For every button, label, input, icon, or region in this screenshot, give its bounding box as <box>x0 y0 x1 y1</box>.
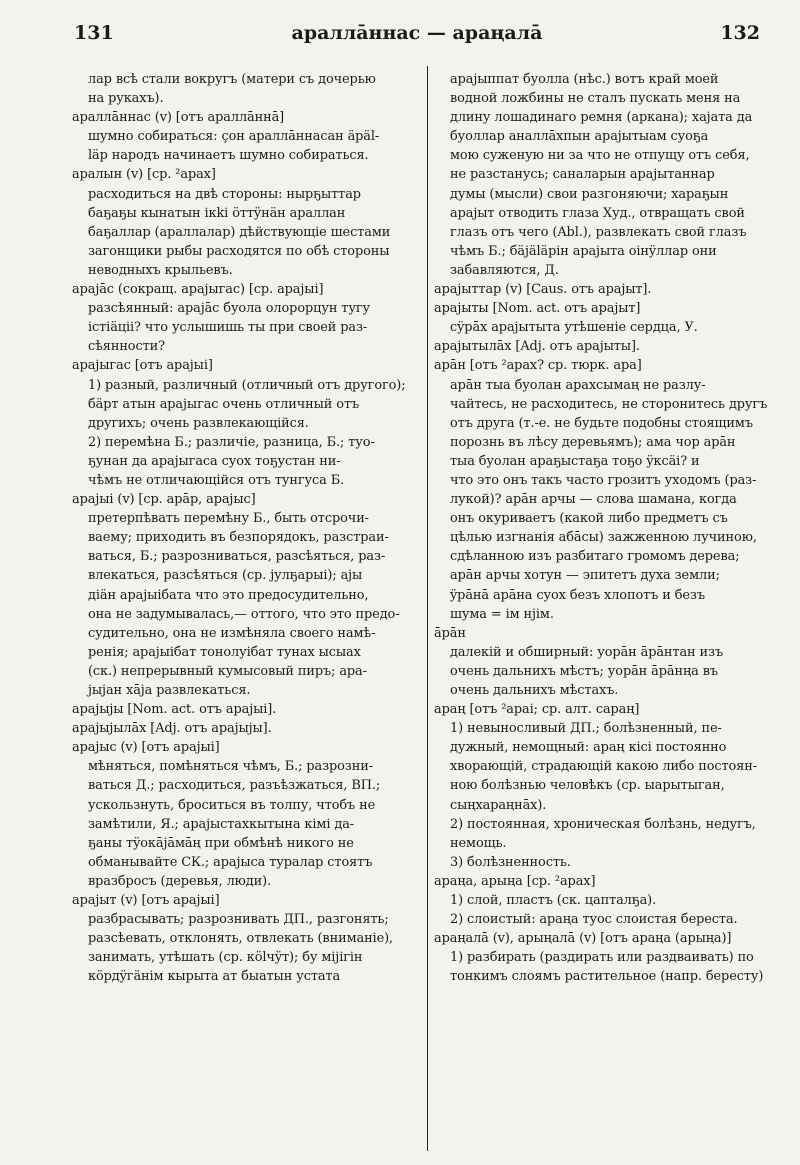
entry-text-line: хворающій, страдающій какою либо постоян- <box>450 759 757 775</box>
entry-text-line: 1) разбирать (раздирать или раздваивать) по <box>450 950 754 966</box>
entry-text-line: чайтесь, не расходитесь, не сторонитесь другъ <box>450 396 768 412</box>
entry-headline: араjытылāх [Adj. отъ араjыты]. <box>434 339 640 355</box>
entry-text-line: забавляются, Д. <box>450 262 559 278</box>
entry-text-line: далекій и обширный: уорāн āрāнтан изъ <box>450 644 724 660</box>
entry-text-line: глазъ отъ чего (Abl.), развлекать свой глазъ <box>450 224 747 240</box>
entry-text-line: другихъ; очень развлекающійся. <box>88 415 309 431</box>
entry-headline: араjыттар (v) [Caus. отъ араjыт]. <box>434 282 652 298</box>
entry-text-line: немощь. <box>450 835 507 851</box>
entry-text-line: буоллар аналлāхпын араjытыам суоҕа <box>450 129 709 145</box>
entry-text-line: очень дальнихъ мѣстахъ. <box>450 683 619 698</box>
entry-text-line: цѣлью изгнанія абāсы) зажженною лучиною, <box>450 530 757 546</box>
entry-text-line: не разстанусь; саналарын араjытаннар <box>450 167 715 183</box>
entry-text-line: разсѣянный: араjāс буола олорорцун тугу <box>88 301 370 317</box>
entry-text-line: сыңхараңнāх). <box>450 797 547 813</box>
entry-text-line: арāн тыа буолан арахсымаң не разлу- <box>450 377 706 393</box>
entry-text-line: ваться Д.; расходиться, разъѣзжаться, ВП.; <box>88 778 381 794</box>
page-number-right: 132 <box>720 22 760 44</box>
entry-text-line: разбрасывать; разрознивать ДП., разгонять; <box>88 912 389 928</box>
entry-text-line: бäрт атын араjыгас очень отличный отъ <box>88 396 360 412</box>
entry-text-line: ренія; араjыібат тонолуібат тунах ысыах <box>88 644 361 660</box>
entry-text-line: мою суженую ни за что не отпущу отъ себя, <box>450 148 750 164</box>
entry-text-line: претерпѣвать перемѣну Б., быть отсрочи- <box>88 511 369 527</box>
entry-text-line: ҕаны тÿокājāмāң при обмѣнѣ никого не <box>88 835 354 851</box>
entry-text-line: лар всѣ стали вокругъ (матери съ дочерью <box>88 72 376 87</box>
entry-text-line: мѣняться, помѣняться чѣмъ, Б.; разрозни- <box>88 759 373 775</box>
entry-text-line: кöрдÿгäнім кырыта ат быатын устата <box>88 969 341 985</box>
entry-headline: āрāн <box>434 625 466 641</box>
entry-text-line: 2) перемѣна Б.; различіе, разница, Б.; туо- <box>88 434 375 450</box>
entry-headline: араң [отъ ²араі; ср. алт. сараң] <box>434 702 640 718</box>
entry-headline: араjыты [Nom. act. отъ араjыт] <box>434 301 641 317</box>
entry-text-line: водной ложбины не сталъ пускать меня на <box>450 91 741 107</box>
entry-text-line: (ск.) непрерывный кумысовый пиръ; ара- <box>88 663 367 679</box>
entry-text-line: ускользнуть, броситься въ толпу, чтобъ не <box>88 797 376 813</box>
entry-text-line: істіäцii? что услышишь ты при своей раз- <box>88 320 368 336</box>
entry-text-line: замѣтили, Я.; араjыстахкытына кімі да- <box>88 816 355 832</box>
entry-text-line: араjыт отводить глаза Худ., отвращать свой <box>450 205 745 221</box>
entry-text-line: длину лошадинаго ремня (аркана); хаjата да <box>450 110 753 126</box>
entry-text-line: 1) слой, пластъ (ск. цапталҕа). <box>450 893 657 909</box>
entry-text-line: вразбросъ (деревья, люди). <box>88 873 272 889</box>
column-divider <box>427 66 428 1151</box>
entry-text-line: баҕаҕы кынатын ікki öттÿнäн араллан <box>88 205 346 221</box>
entry-headline: араjыjы [Nom. act. отъ араjыі]. <box>72 702 277 718</box>
entry-text-line: лукой)? арāн арчы — слова шамана, когда <box>450 492 737 508</box>
entry-text-line: баҕаллар (араллалар) дѣйствующіе шестами <box>88 224 391 240</box>
entry-headline: араңа, арыңа [ср. ²арах] <box>434 873 596 889</box>
entry-text-line: ÿрāнā арāна суох безъ хлопотъ и безъ <box>450 587 705 603</box>
entry-text-line: судительно, она не измѣняла своего намѣ- <box>88 625 376 641</box>
entry-text-line: думы (мысли) свои разгоняючи; хараҕын <box>450 186 729 202</box>
entry-headline: арāн [отъ ²арах? ср. тюрк. ара] <box>434 358 642 374</box>
entry-text-line: тонкимъ слоямъ растительное (напр. бересту) <box>450 969 764 985</box>
entry-text-line: араjыппат буолла (нѣс.) вотъ край моей <box>450 72 719 87</box>
entry-text-line: очень дальнихъ мѣстъ; уорāн āрāнңа въ <box>450 663 718 679</box>
entry-text-line: сѣянности? <box>88 339 165 355</box>
entry-text-line: обманывайте СК.; араjыса туралар стоятъ <box>88 854 373 870</box>
entry-text-line: ваему; приходить въ безпорядокъ, разстраи- <box>88 530 389 546</box>
page-header <box>74 22 760 48</box>
entry-text-line: 2) слоистый: араңа туос слоистая береста. <box>450 912 738 928</box>
entry-text-line: діäн араjыібата что это предосудительно, <box>88 587 369 603</box>
entry-text-line: дужный, немощный: араң кісі постоянно <box>450 740 727 756</box>
entry-text-line: läр народъ начинаетъ шумно собираться. <box>88 148 369 164</box>
entry-text-line: сÿрāх араjытыта утѣшеніе сердца, У. <box>450 320 698 336</box>
entry-text-line: загонщики рыбы расходятся по обѣ стороны <box>88 243 390 259</box>
right-column <box>434 70 784 987</box>
entry-text-line: порознь въ лѣсу деревьямъ); ама чор арāн <box>450 434 736 450</box>
entry-text-line: онъ окуриваетъ (какой либо предметъ съ <box>450 511 728 527</box>
entry-text-line: 2) постоянная, хроническая болѣзнь, недугъ, <box>450 816 756 832</box>
entry-text-line: шума = ім нjім. <box>450 606 554 622</box>
entry-text-line: тыа буолан араҕыстаҕа тоҕо ÿксäі? и <box>450 453 700 469</box>
entry-text-line: ною болѣзнью человѣкъ (ср. ыарытыган, <box>450 778 725 794</box>
entry-text-line: 1) разный, различный (отличный отъ другого); <box>88 377 406 393</box>
entry-text-line: влекаться, разсѣяться (ср. jулҕарыі); аjы <box>88 568 363 584</box>
entry-headline: араjыjылāх [Adj. отъ араjыjы]. <box>72 721 272 737</box>
entry-text-line: расходиться на двѣ стороны: нырҕыттар <box>88 186 361 202</box>
entry-text-line: занимать, утѣшать (ср. кölчÿт); бу мijігін <box>88 950 363 966</box>
entry-headline: араллāннас (v) [отъ араллāннā] <box>72 110 285 126</box>
entry-text-line: jыjан хājа развлекаться. <box>88 683 251 698</box>
running-head: араллāннас — араңалā <box>291 22 543 44</box>
entry-text-line: неводныхъ крыльевъ. <box>88 262 233 278</box>
entry-text-line: арāн арчы хотун — эпитетъ духа земли; <box>450 568 720 584</box>
entry-text-line: шумно собираться: ҫон араллāннасан äрäl- <box>88 129 380 145</box>
entry-text-line: 1) невыносливый ДП.; болѣзненный, пе- <box>450 721 722 737</box>
entry-headline: араjыт (v) [отъ араjыі] <box>72 893 220 909</box>
entry-headline: араjыі (v) [ср. арāр, араjыс] <box>72 492 256 508</box>
entry-text-line: 3) болѣзненность. <box>450 854 571 870</box>
entry-text-line: на рукахъ). <box>88 91 164 107</box>
entry-headline: араңалā (v), арыңалā (v) [отъ араңа (арыңа)] <box>434 931 732 947</box>
entry-headline: араjāс (сокращ. араjыгас) [ср. араjыі] <box>72 282 324 298</box>
entry-text-line: она не задумывалась,— оттого, что это предо- <box>88 606 400 622</box>
entry-text-line: что это онъ такъ часто грозитъ уходомъ (раз- <box>450 472 757 488</box>
page-number-left: 131 <box>74 22 114 44</box>
entry-text-line: сдѣланною изъ разбитаго громомъ дерева; <box>450 549 740 565</box>
entry-text-line: ваться, Б.; разрозниваться, разсѣяться, раз- <box>88 549 386 565</box>
left-column <box>72 70 418 987</box>
entry-text-line: отъ друга (т.-е. не будьте подобны стоящимъ <box>450 415 753 431</box>
entry-text-line: ҕунан да араjыгаса суох тоҕустан ни- <box>88 453 341 469</box>
entry-text-line: разсѣевать, отклонять, отвлекать (вниманіе), <box>88 931 394 947</box>
entry-headline: араjыс (v) [отъ араjыі] <box>72 740 220 756</box>
entry-text-line: чѣмъ Б.; бäjäläрін араjыта оінÿллар они <box>450 243 717 259</box>
entry-headline: араjыгас [отъ араjыі] <box>72 358 213 374</box>
entry-text-line: чѣмъ не отличающійся отъ тунгуса Б. <box>88 472 345 488</box>
entry-headline: аралын (v) [ср. ²арах] <box>72 167 216 183</box>
